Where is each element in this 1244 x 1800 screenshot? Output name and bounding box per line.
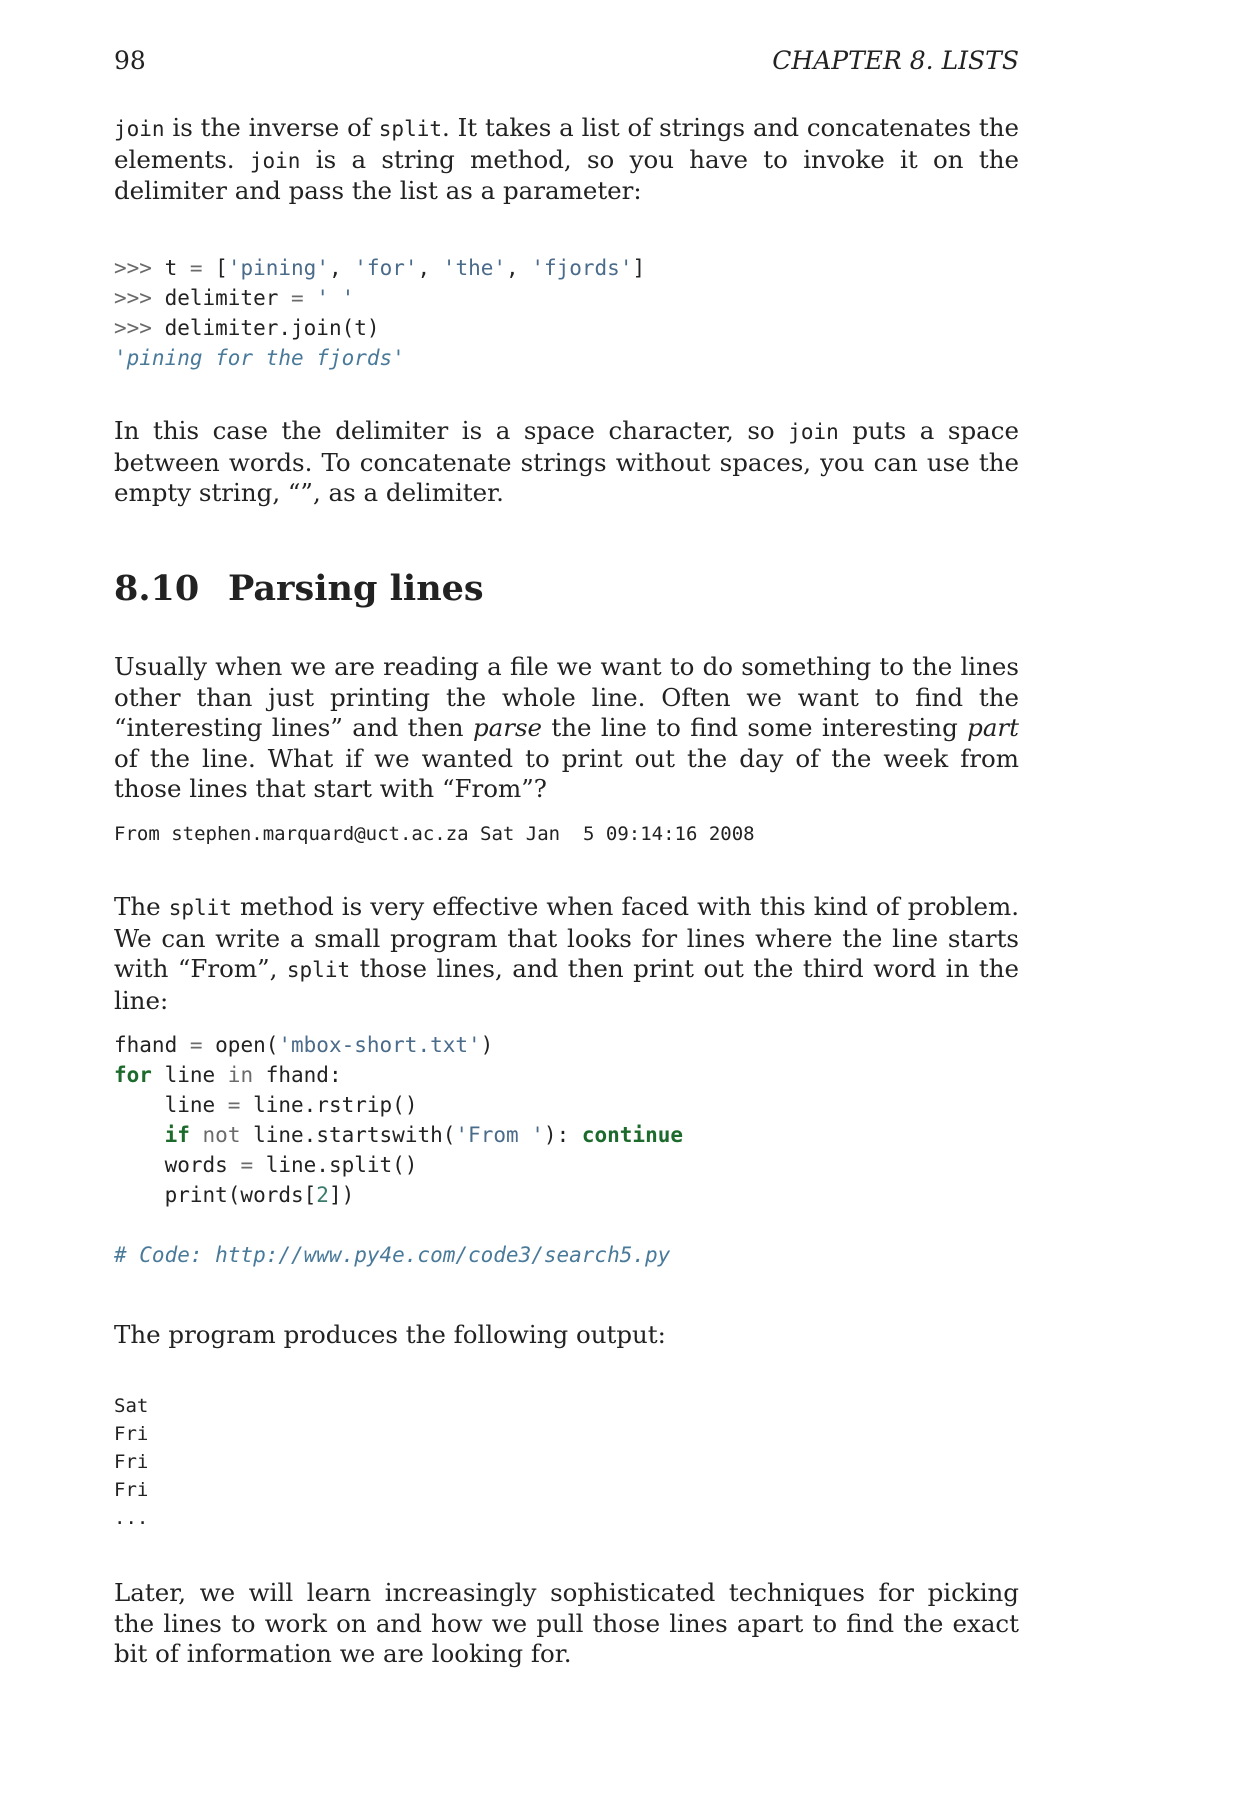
code-text: , [328,256,355,280]
operator: in [227,1063,254,1087]
code-text: words [114,1153,241,1177]
output-line: ... [114,1507,149,1529]
string-literal: 'pining' [227,256,329,280]
operator: not [202,1123,241,1147]
output-line: Fri [114,1451,149,1473]
code-text [114,1123,165,1147]
paragraph-output-intro: The program produces the following output: [114,1320,666,1349]
paragraph-join-intro [114,113,1019,207]
output-line: Sat [114,1395,149,1417]
text: The [114,892,169,921]
inline-code: join [114,117,165,141]
paragraph-delimiter [114,416,1019,509]
code-text: delimiter.join(t) [164,316,380,340]
text: puts a space between words. To concatenate strings without spaces, you can use the empty string, “”, as a delimiter. [114,416,1019,507]
text: is the inverse of [164,113,379,142]
output-line: Fri [114,1423,149,1445]
page-header [114,46,1019,78]
code-text: t [164,256,190,280]
keyword: if [164,1123,190,1147]
paragraph-split-method [114,892,1019,1016]
code-line [114,1063,342,1087]
code-text: print(words[ [114,1183,317,1207]
keyword: continue [581,1123,684,1147]
code-text: line.startswith( [240,1123,456,1147]
code-line [114,1033,493,1057]
text: of the line. What if we wanted to print out the day of the week from those lines that start with “From”? [114,743,1019,803]
code-line [114,1153,417,1177]
code-text [304,286,317,310]
prompt: >>> [114,256,165,280]
code-text: , [417,256,443,280]
document-page [114,0,1019,1800]
keyword: for [114,1063,152,1087]
code-comment: # Code: http://www.py4e.com/code3/search5.py [114,1243,671,1267]
running-head: CHAPTER 8. LISTS [772,46,1019,75]
operator: = [291,286,304,310]
prompt: >>> [114,286,165,310]
inline-code: split [168,896,232,920]
code-text: fhand: [253,1063,342,1087]
code-text: line.split() [253,1153,418,1177]
code-block-search5 [114,1030,1019,1270]
section-number: 8.10 [114,568,200,609]
code-text: , [506,256,532,280]
operator: = [240,1153,254,1177]
paragraph-parsing-intro [114,652,1019,805]
code-text: ]) [328,1183,355,1207]
section-title: Parsing lines [228,568,484,609]
code-output: 'pining for the fjords' [114,346,405,370]
code-line [114,286,354,310]
number-literal: 2 [316,1183,329,1207]
code-text: [ [202,256,228,280]
prompt: >>> [114,316,165,340]
paragraph-later: Later, we will learn increasingly sophisticated techniques for picking the lines to work on and how we pull those lines apart to find the exact bit of information we are looking for. [114,1578,1019,1668]
section-heading [114,568,484,609]
operator: = [189,1033,203,1057]
string-literal: 'From ' [455,1123,544,1147]
operator: = [227,1093,241,1117]
code-line [114,256,645,280]
code-text: ] [632,256,646,280]
inline-code: split [378,117,442,141]
output-line: Fri [114,1479,149,1501]
inline-code: join [249,148,301,173]
code-text: ): [543,1123,582,1147]
text: Usually when we are reading a file we want to do something to the lines other than just printing the whole line. Often we want to find the “interesting lines” and then [114,652,1019,742]
code-text: ) [480,1033,494,1057]
code-line [114,316,380,340]
program-output [114,1392,148,1532]
emphasis: part [967,713,1019,742]
code-text: line [151,1063,228,1087]
code-text: delimiter [164,286,292,310]
text: the line to find some interesting [542,713,968,742]
sample-mbox-line: From stephen.marquard@uct.ac.za Sat Jan 5 09:14:16 2008 [114,823,755,845]
code-block-join [114,253,1019,373]
code-text [190,1123,203,1147]
string-literal: 'the' [442,256,507,280]
code-text: line [114,1093,228,1117]
text: those lines, and then print out the third word in the line: [114,954,1019,1015]
text: method is very effective when faced with this kind of problem. We can write a small program that looks for lines where the line starts with “From”, [114,892,1019,983]
operator: = [189,256,203,280]
code-line [114,1093,417,1117]
text: is a string method, so you have to invoke it on the delimiter and pass the list as a parameter: [114,144,1019,205]
code-text: fhand [114,1033,190,1057]
code-line [114,1123,683,1147]
emphasis: parse [472,713,543,742]
string-literal: ' ' [316,286,355,310]
inline-code: split [286,958,351,982]
page-number: 98 [114,46,146,75]
string-literal: 'for' [354,256,418,280]
inline-code: join [788,420,839,444]
code-text: open( [202,1033,279,1057]
string-literal: 'fjords' [531,256,633,280]
code-text: line.rstrip() [240,1093,418,1117]
text: In this case the delimiter is a space character, so [114,416,789,445]
code-line [114,1183,354,1207]
text: . It takes a list of strings and concatenates the elements. [114,113,1019,174]
string-literal: 'mbox-short.txt' [278,1033,481,1057]
